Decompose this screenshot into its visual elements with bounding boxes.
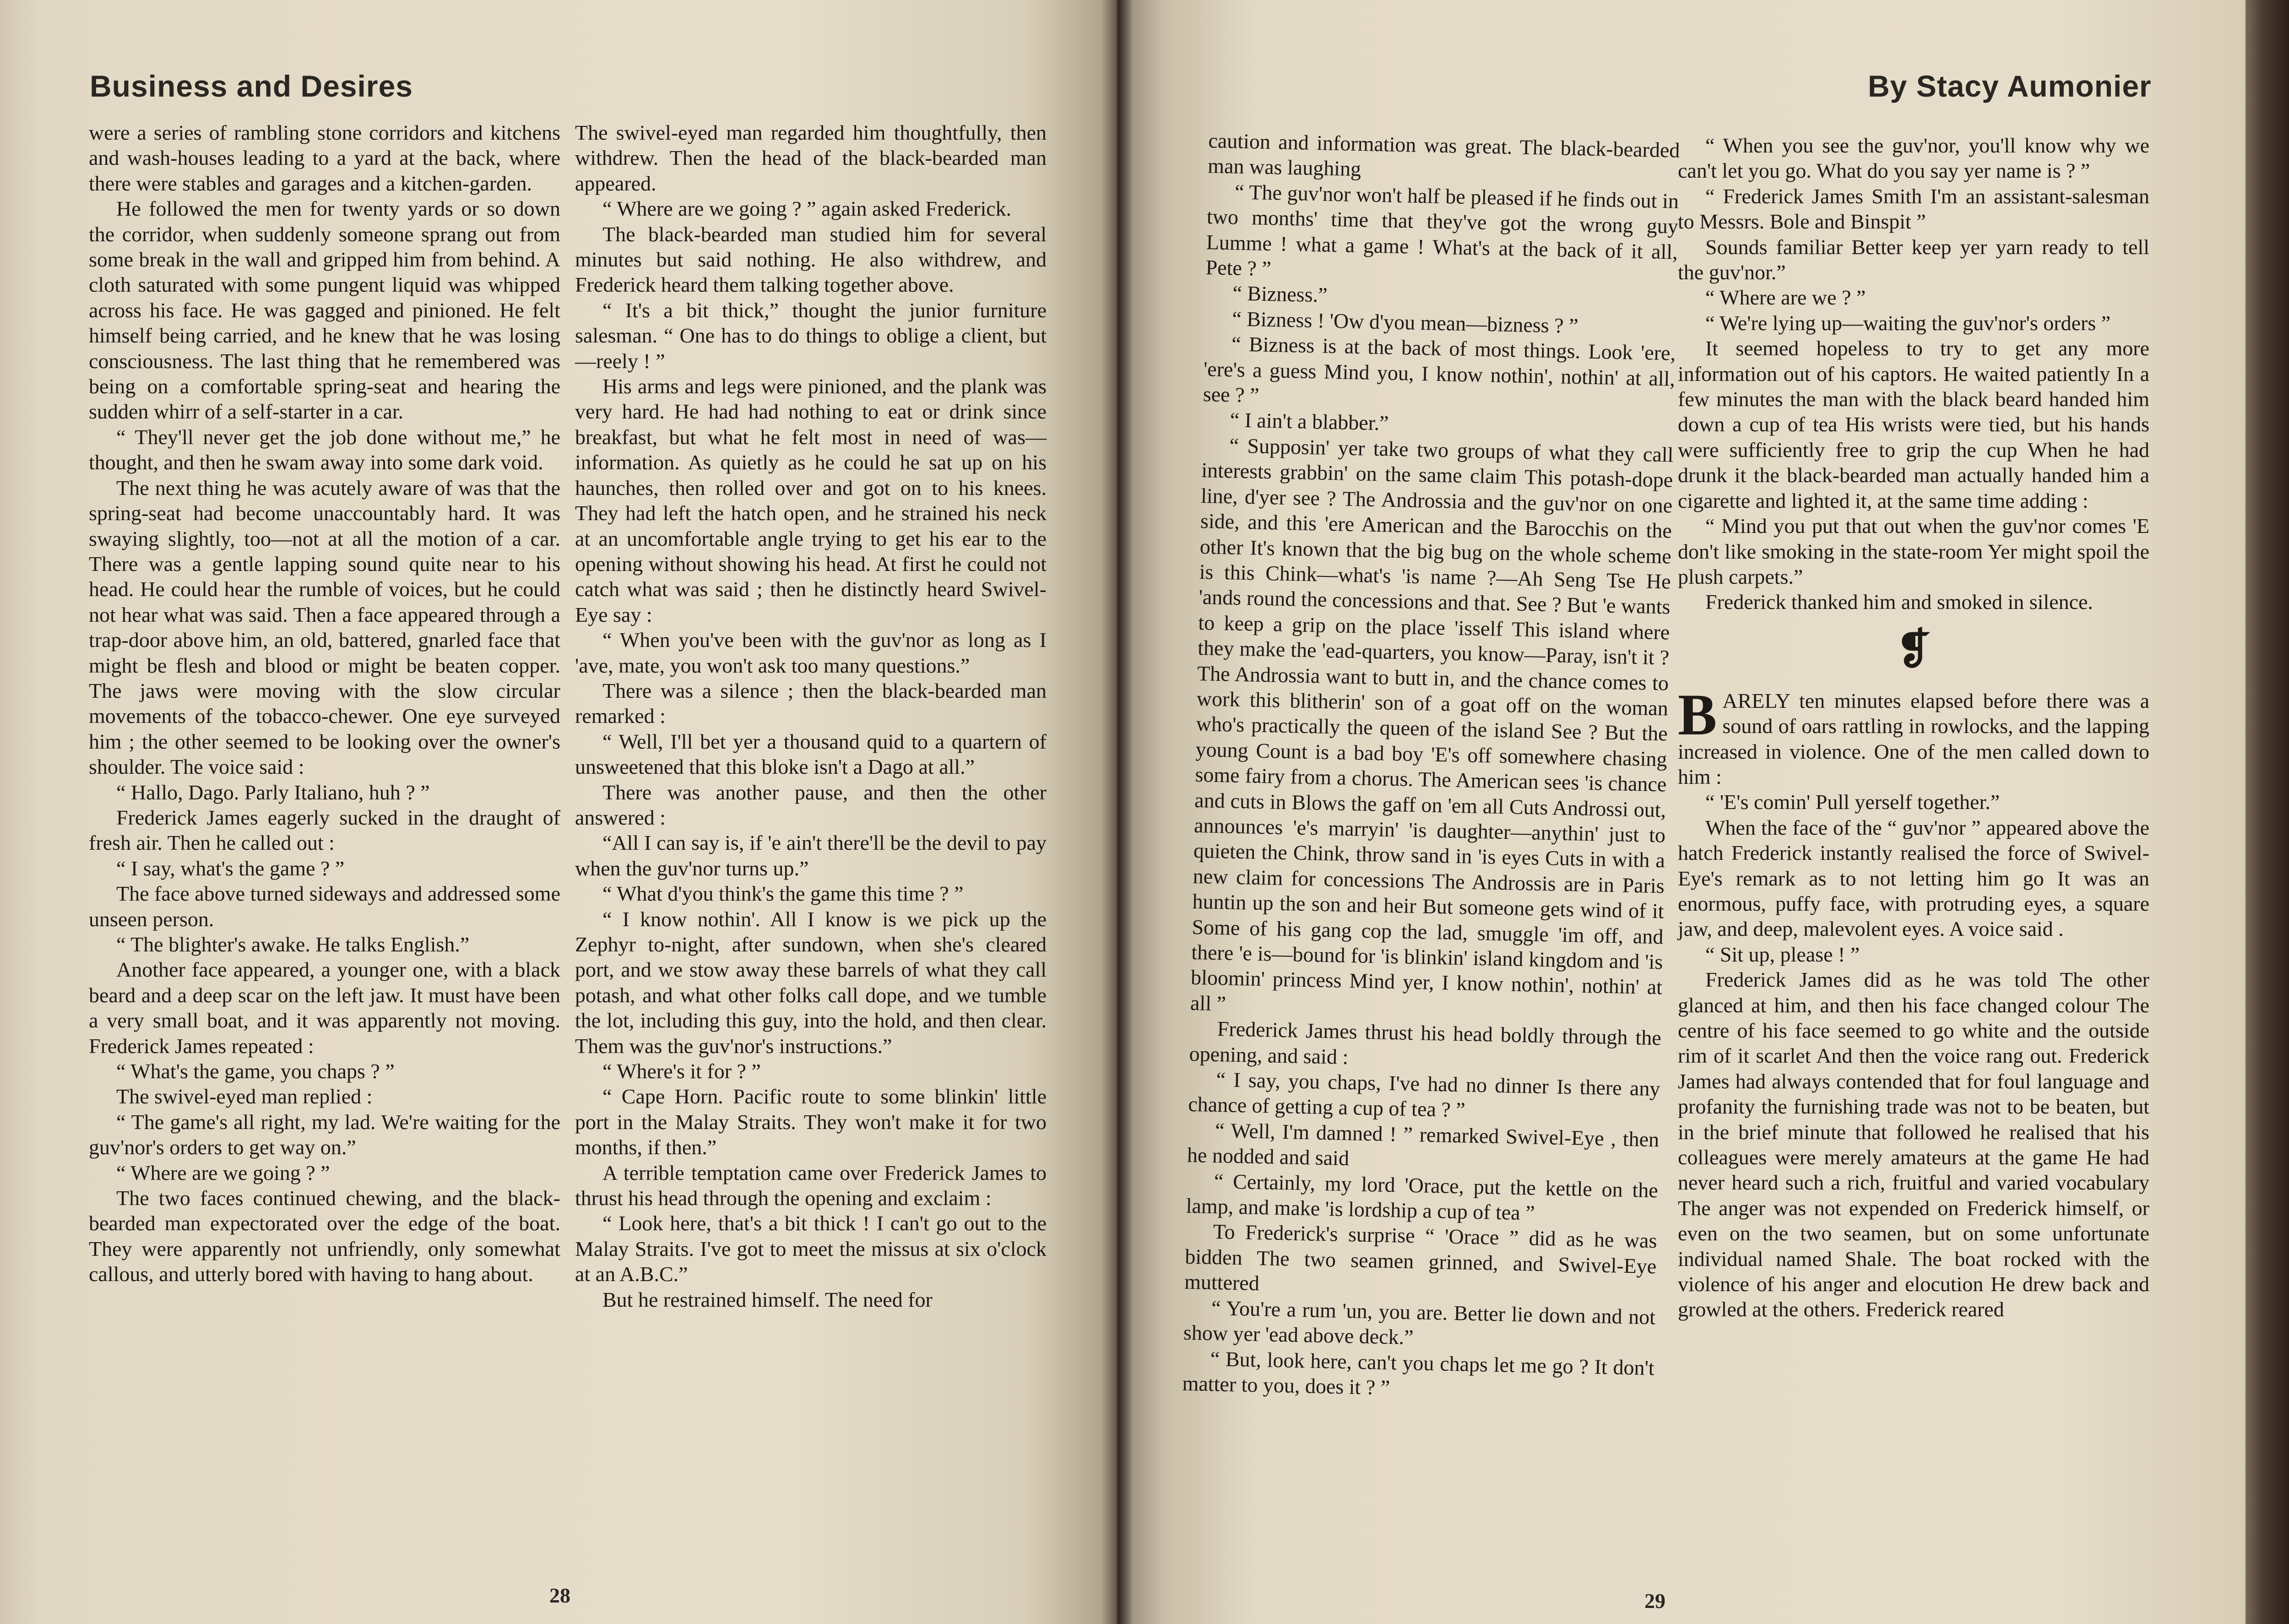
paragraph: He followed the men for twenty yards or so down the corridor, when suddenly someone sprang out from some break in the wall and gripped him from behind. A cloth saturated with some pungent liquid was whipped across his face. He was gagged and pinioned. He felt himself being carried, and he knew that he was losing consciousness. The last thing that he remembered was being on a comfortable spring-seat and hearing the sudden whirr of a self-starter in a car. [89, 197, 560, 424]
paragraph: “ I say, you chaps, I've had no dinner Is there any chance of getting a cup of tea ? ” [1188, 1068, 1660, 1122]
right-column-2-bottom [1678, 682, 2149, 1322]
paragraph: “ Look here, that's a bit thick ! I can't go out to the Malay Straits. I've got to meet the missus at six o'clock at an A.B.C.” [575, 1211, 1047, 1286]
left-running-head: Business and Desires [90, 69, 413, 103]
paragraph: “ You're a rum 'un, you are. Better lie down and not show yer 'ead above deck.” [1183, 1296, 1656, 1349]
paragraph: “ Where are we going ? ” again asked Frederick. [602, 197, 1012, 221]
paragraph: “ Bizness ! 'Ow d'you mean—bizness ? ” [1231, 307, 1578, 338]
paragraph: “ Well, I'll bet yer a thousand quid to a quartern of unsweetened that this bloke isn't a Dago at all.” [575, 729, 1047, 779]
paragraph: “ The guv'nor won't half be pleased if he finds out in two months' time that they've got the wrong guy Lumme ! what a game ! What's at the back of it all, Pete ? ” [1205, 180, 1679, 281]
paragraph: “ What d'you think's the game this time ? ” [602, 882, 964, 906]
paragraph: “ We're lying up—waiting the guv'nor's orders ” [1705, 311, 2111, 335]
paragraph: “ Certainly, my lord 'Orace, put the kettle on the lamp, and make 'is lordship a cup of tea ” [1186, 1169, 1659, 1225]
right-column-2 [1678, 133, 2149, 1322]
paragraph: The swivel-eyed man replied : [116, 1085, 373, 1108]
paragraph: “ Bizness is at the back of most things. Look 'ere, 'ere's a guess Mind you, I know nothin', nothin' at all, see ? ” [1203, 332, 1676, 407]
paragraph: “ The blighter's awake. He talks English.” [116, 933, 470, 956]
paragraph: His arms and legs were pinioned, and the plank was very hard. He had had nothing to eat or drink since breakfast, but what he felt most in need of was—information. As quietly as he could he sat up on his haunches, then rolled over and got on to his knees. They had left the hatch open, and he strained his neck at an uncomfortable angle trying to get his ear to the opening without showing his head. At first he could not catch what was said ; then he distinctly heard Swivel-Eye say : [575, 375, 1047, 626]
paragraph: “ When you see the guv'nor, you'll know why we can't let you go. What do you say yer name is ? ” [1678, 134, 2149, 183]
paragraph: “ I say, what's the game ? ” [116, 856, 345, 880]
paragraph: “ Where's it for ? ” [602, 1059, 761, 1083]
paragraph: The swivel-eyed man regarded him thoughtfully, then withdrew. Then the head of the black-bearded man appeared. [575, 121, 1047, 195]
paragraph: were a series of rambling stone corridors and kitchens and wash-houses leading to a yard at the back, where there were stables and garages and a kitchen-garden. [89, 121, 560, 195]
paragraph: Sounds familiar Better keep yer yarn ready to tell the guv'nor.” [1678, 235, 2149, 284]
paragraph: Frederick James thrust his head boldly through the opening, and said : [1189, 1017, 1662, 1069]
paragraph: “ The game's all right, my lad. We're waiting for the guv'nor's orders to get way on.” [89, 1110, 560, 1159]
paragraph: “ Supposin' yer take two groups of what they call interests grabbin' on the same claim This potash-dope line, d'yer see ? The Androssia and the guv'nor on one side, and this 'ere American and the Barocchis on the other It's known that the big bug on the whole scheme is this Chink—what's 'is name ?—Ah Seng Tse He 'ands round the concessions and that. See ? But 'e wants to keep a grip on the place 'isself This island where they make the 'ead-quarters, you know—Paray, isn't it ? The Androssia want to butt in, and the chance comes to work this blitherin' son of a goat off on the woman who's practically the queen of the island See ? But the young Count is a bad boy 'E's off somewhere chasing some fairy from a chorus. The American sees 'is chance and cuts in Blows the gaff on 'em all Cuts Androssi out, announces 'e's marryin' 'is daughter—anythin' just to quieten the Chink, throw sand in 'is eyes Cuts in with a new claim for concessions The Androssis are in Paris huntin up the son and heir But someone gets wind of it Some of his gang cop the lad, smuggle 'im off, and there 'e is—bound for 'is blinkin' island kingdom and 'is bloomin' princess Mind yer, I know nothin', nothin' at all ” [1190, 434, 1674, 1016]
paragraph [1678, 682, 2149, 790]
paragraph: “ Bizness.” [1232, 281, 1328, 307]
paragraph: But he restrained himself. The need for [602, 1287, 933, 1311]
right-page [1117, 0, 2289, 1624]
paragraph: “ I know nothin'. All I know is we pick up the Zephyr to-night, after sundown, when she's cleared port, and we stow away these barrels of what they call potash, and what other folks call dope, and we tumble the lot, including this guy, into the hold, and then clear. Them was the guv'nor's instructions.” [575, 907, 1047, 1058]
paragraph: It seemed hopeless to try to get any more information out of his captors. He waited patiently In a few minutes the man with the black beard handed him down a cup of tea His wrists were tied, but his hands were sufficiently free to grip the cup When he had drunk it the black-bearded man actually handed him a cigarette and lighted it, at the same time adding : [1678, 337, 2149, 512]
right-running-head: By Stacy Aumonier [1868, 69, 2152, 103]
paragraph: “ Cape Horn. Pacific route to some blinkin' little port in the Malay Straits. They won't make it for two months, if then.” [575, 1085, 1047, 1159]
paragraph: When the face of the “ guv'nor ” appeared above the hatch Frederick instantly realised the force of Swivel-Eye's remark as to not letting him go It was an enormous, puffy face, with protruding eyes, a square jaw, and deep, malevolent eyes. A voice said . [1678, 815, 2149, 941]
paragraph: “All I can say is, if 'e ain't there'll be the devil to pay when the guv'nor turns up.” [575, 831, 1047, 880]
paragraph: “ Mind you put that out when the guv'nor comes 'E don't like smoking in the state-room Yer might spoil the plush carpets.” [1678, 514, 2149, 588]
paragraph: Frederick James eagerly sucked in the draught of fresh air. Then he called out : [89, 805, 560, 855]
book-cover-edge [2246, 0, 2289, 1624]
paragraph: caution and information was great. The black-bearded man was laughing [1207, 129, 1680, 181]
paragraph: “ Sit up, please ! ” [1705, 942, 1860, 966]
paragraph: “ I ain't a blabber.” [1230, 408, 1389, 435]
paragraph: “ Frederick James Smith I'm an assistant-salesman to Messrs. Bole and Binspit ” [1678, 184, 2149, 234]
book-gutter [1101, 0, 1133, 1624]
paragraph: “ When you've been with the guv'nor as long as I 'ave, mate, you won't ask too many questions.” [575, 628, 1047, 677]
paragraph: A terrible temptation came over Frederick James to thrust his head through the opening and exclaim : [575, 1161, 1047, 1210]
right-page-number: 29 [1644, 1589, 1665, 1613]
paragraph: There was a silence ; then the black-bearded man remarked : [575, 679, 1047, 728]
paragraph: The black-bearded man studied him for several minutes but said nothing. He also withdrew, and Frederick heard them talking together above. [575, 222, 1047, 297]
paragraph: “ What's the game, you chaps ? ” [116, 1059, 395, 1083]
paragraph: To Frederick's surprise “ 'Orace ” did as he was bidden The two seamen grinned, and Swivel-Eye muttered [1184, 1220, 1657, 1295]
left-page [0, 0, 1117, 1624]
paragraph: Another face appeared, a younger one, with a black beard and a deep scar on the left jaw. It must have been a very small boat, and it was apparently not moving. Frederick James repeated : [89, 958, 560, 1058]
paragraph: Frederick thanked him and smoked in silence. [1705, 590, 2093, 614]
paragraph: “ Well, I'm damned ! ” remarked Swivel-Eye , then he nodded and said [1187, 1118, 1660, 1170]
left-column-2 [575, 120, 1047, 1312]
drop-cap: B [1678, 682, 1717, 747]
section-ornament: ❡ [1896, 625, 1931, 673]
paragraph: The two faces continued chewing, and the black-bearded man expectorated over the edge of the boat. They were apparently not unfriendly, only somewhat callous, and utterly bored with having to hang about. [89, 1186, 560, 1286]
right-column-2-top [1678, 133, 2149, 615]
paragraph: “ Hallo, Dago. Parly Italiano, huh ? ” [116, 780, 430, 804]
paragraph: “ It's a bit thick,” thought the junior furniture salesman. “ One has to do things to oblige a client, but—reely ! ” [575, 298, 1047, 373]
paragraph: The face above turned sideways and addressed some unseen person. [89, 882, 560, 931]
paragraph: The next thing he was acutely aware of was that the spring-seat had become unaccountably hard. It was swaying slightly, too—not at all the motion of a car. There was a gentle lapping sound quite near to his head. He could hear the rumble of voices, but he could not hear what was said. Then a face appeared through a trap-door above him, an old, battered, gnarled face that might be flesh and blood or might be beaten copper. The jaws were moving with the slow circular movements of the tobacco-chewer. One eye surveyed him ; the other seemed to be looking over the owner's shoulder. The voice said : [89, 476, 560, 779]
paragraph: There was another pause, and then the other answered : [575, 780, 1047, 829]
paragraph: “ 'E's comin' Pull yerself together.” [1705, 790, 2000, 814]
paragraph: Frederick James did as he was told The other glanced at him, and then his face changed colour The centre of his face seemed to go white and the outside rim of it scarlet And then the voice rang out. Frederick James had always contended that for foul language and profanity the furnishing trade was not to be beaten, but in the brief minute that followed he realised that his colleagues were merely amateurs at the game He had never heard such a rich, fruitful and varied vocabulary The anger was not expended on Frederick himself, or even on the two seamen, but on some unfortunate individual named Shale. The boat rocked with the violence of his anger and elocution He drew back and growled at the others. Frederick reared [1678, 968, 2149, 1321]
paragraph-text: ARELY ten minutes elapsed before there was a sound of oars rattling in rowlocks, and the lapping increased in violence. One of the men called down to him : [1678, 689, 2149, 788]
right-column-1 [1182, 128, 1680, 1406]
paragraph: “ Where are we ? ” [1705, 286, 1866, 310]
paragraph: “ They'll never get the job done without me,” he thought, and then he swam away into some dark void. [89, 425, 560, 474]
left-column-1 [89, 120, 560, 1287]
paragraph: “ But, look here, can't you chaps let me go ? It don't matter to you, does it ? ” [1182, 1347, 1655, 1400]
left-page-number: 28 [549, 1584, 570, 1607]
paragraph: “ Where are we going ? ” [116, 1161, 330, 1184]
